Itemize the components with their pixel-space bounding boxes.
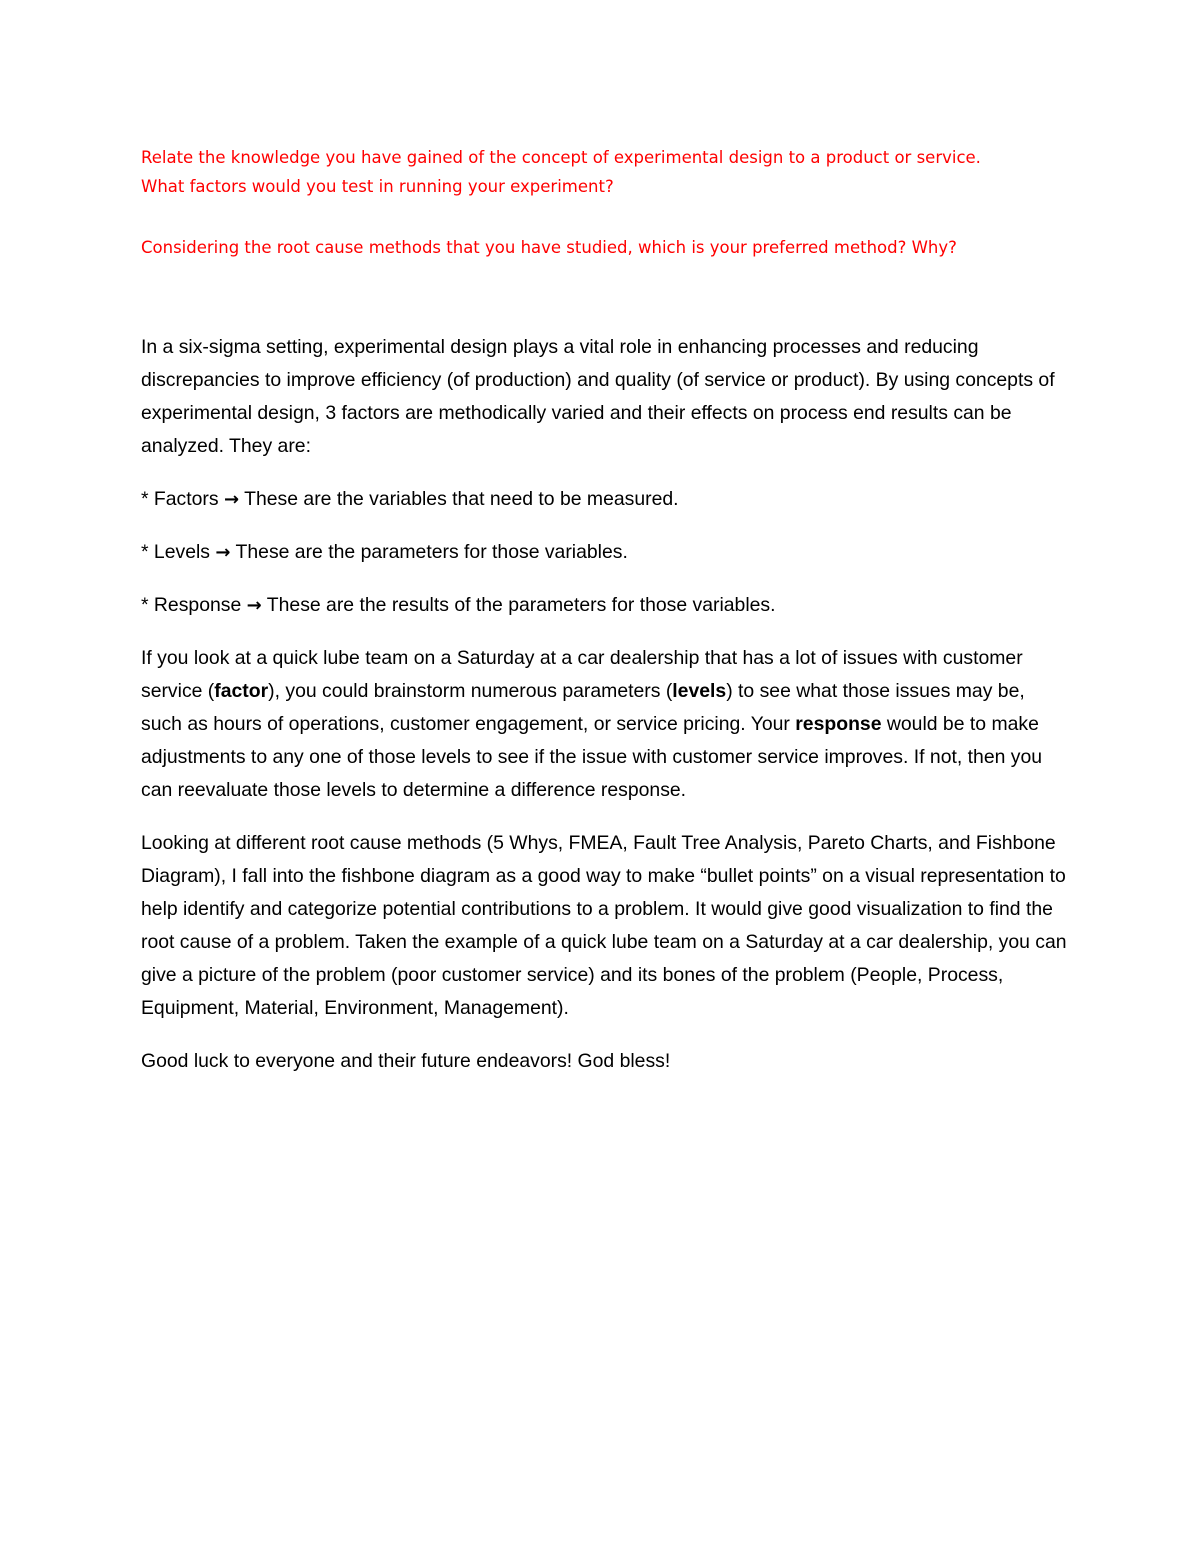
root-cause-paragraph: Looking at different root cause methods (5 Whys, FMEA, Fault Tree Analysis, Pareto Charts, and Fishbone Diagram), I fall into the fishbone diagram as a good way to make “bullet points” on a visual representation to help identify and categorize potential contributions to a problem. It would give good visualization to find the root cause of a problem. Taken the example of a quick lube team on a Saturday at a car dealership, you can give a picture of the problem (poor customer service) and its bones of the problem (People, Process, Equipment, Material, Environment, Management).: [141, 832, 1067, 1019]
example-text-a: If you look at a quick lube team on a Saturday at a car dealership that has a lot of issues with customer service (: [141, 647, 1023, 702]
prompt-line-2: What factors would you test in running your experiment?: [141, 177, 614, 196]
example-text-d: would be to make adjustments to any one of those levels to see if the issue with customer service improves. If not, then you can reevaluate those levels to determine a difference response.: [141, 713, 1043, 801]
prompt-line-1: Relate the knowledge you have gained of the concept of experimental design to a product or service.: [141, 148, 981, 167]
arrow-right-icon: →: [223, 489, 240, 510]
bullet-response-label: * Response: [141, 594, 242, 616]
arrow-right-icon: →: [246, 595, 262, 616]
example-text-c: ) to see what those issues may be, such as hours of operations, customer engagement, or service pricing. Your: [141, 680, 1025, 735]
response-term: response: [795, 713, 882, 735]
arrow-right-icon: →: [215, 542, 231, 563]
bullet-levels: [141, 536, 1071, 569]
response-body: [141, 331, 1071, 1098]
example-paragraph: [141, 642, 1071, 807]
closing-paragraph: Good luck to everyone and their future endeavors! God bless!: [141, 1050, 671, 1072]
factor-term: factor: [214, 680, 269, 702]
assignment-prompt-1: [141, 143, 1081, 201]
example-text-b: ), you could brainstorm numerous parameters (: [268, 680, 673, 702]
intro-paragraph: In a six-sigma setting, experimental design plays a vital role in enhancing processes and reducing discrepancies to improve efficiency (of production) and quality (of service or product). By using concepts of experimental design, 3 factors are methodically varied and their effects on process end results can be analyzed. They are:: [141, 336, 1055, 457]
bullet-response-text: These are the results of the parameters for those variables.: [266, 594, 776, 616]
prompt-line-3: Considering the root cause methods that you have studied, which is your preferred method? Why?: [141, 238, 957, 257]
bullet-factors-text: These are the variables that need to be measured.: [244, 488, 679, 510]
bullet-levels-label: * Levels: [141, 541, 210, 563]
assignment-prompt-2: [141, 233, 1081, 262]
levels-term: levels: [672, 680, 727, 702]
bullet-factors-label: * Factors: [141, 488, 219, 510]
bullet-levels-text: These are the parameters for those variables.: [235, 541, 628, 563]
bullet-factors: [141, 483, 1071, 516]
bullet-response: [141, 589, 1071, 622]
